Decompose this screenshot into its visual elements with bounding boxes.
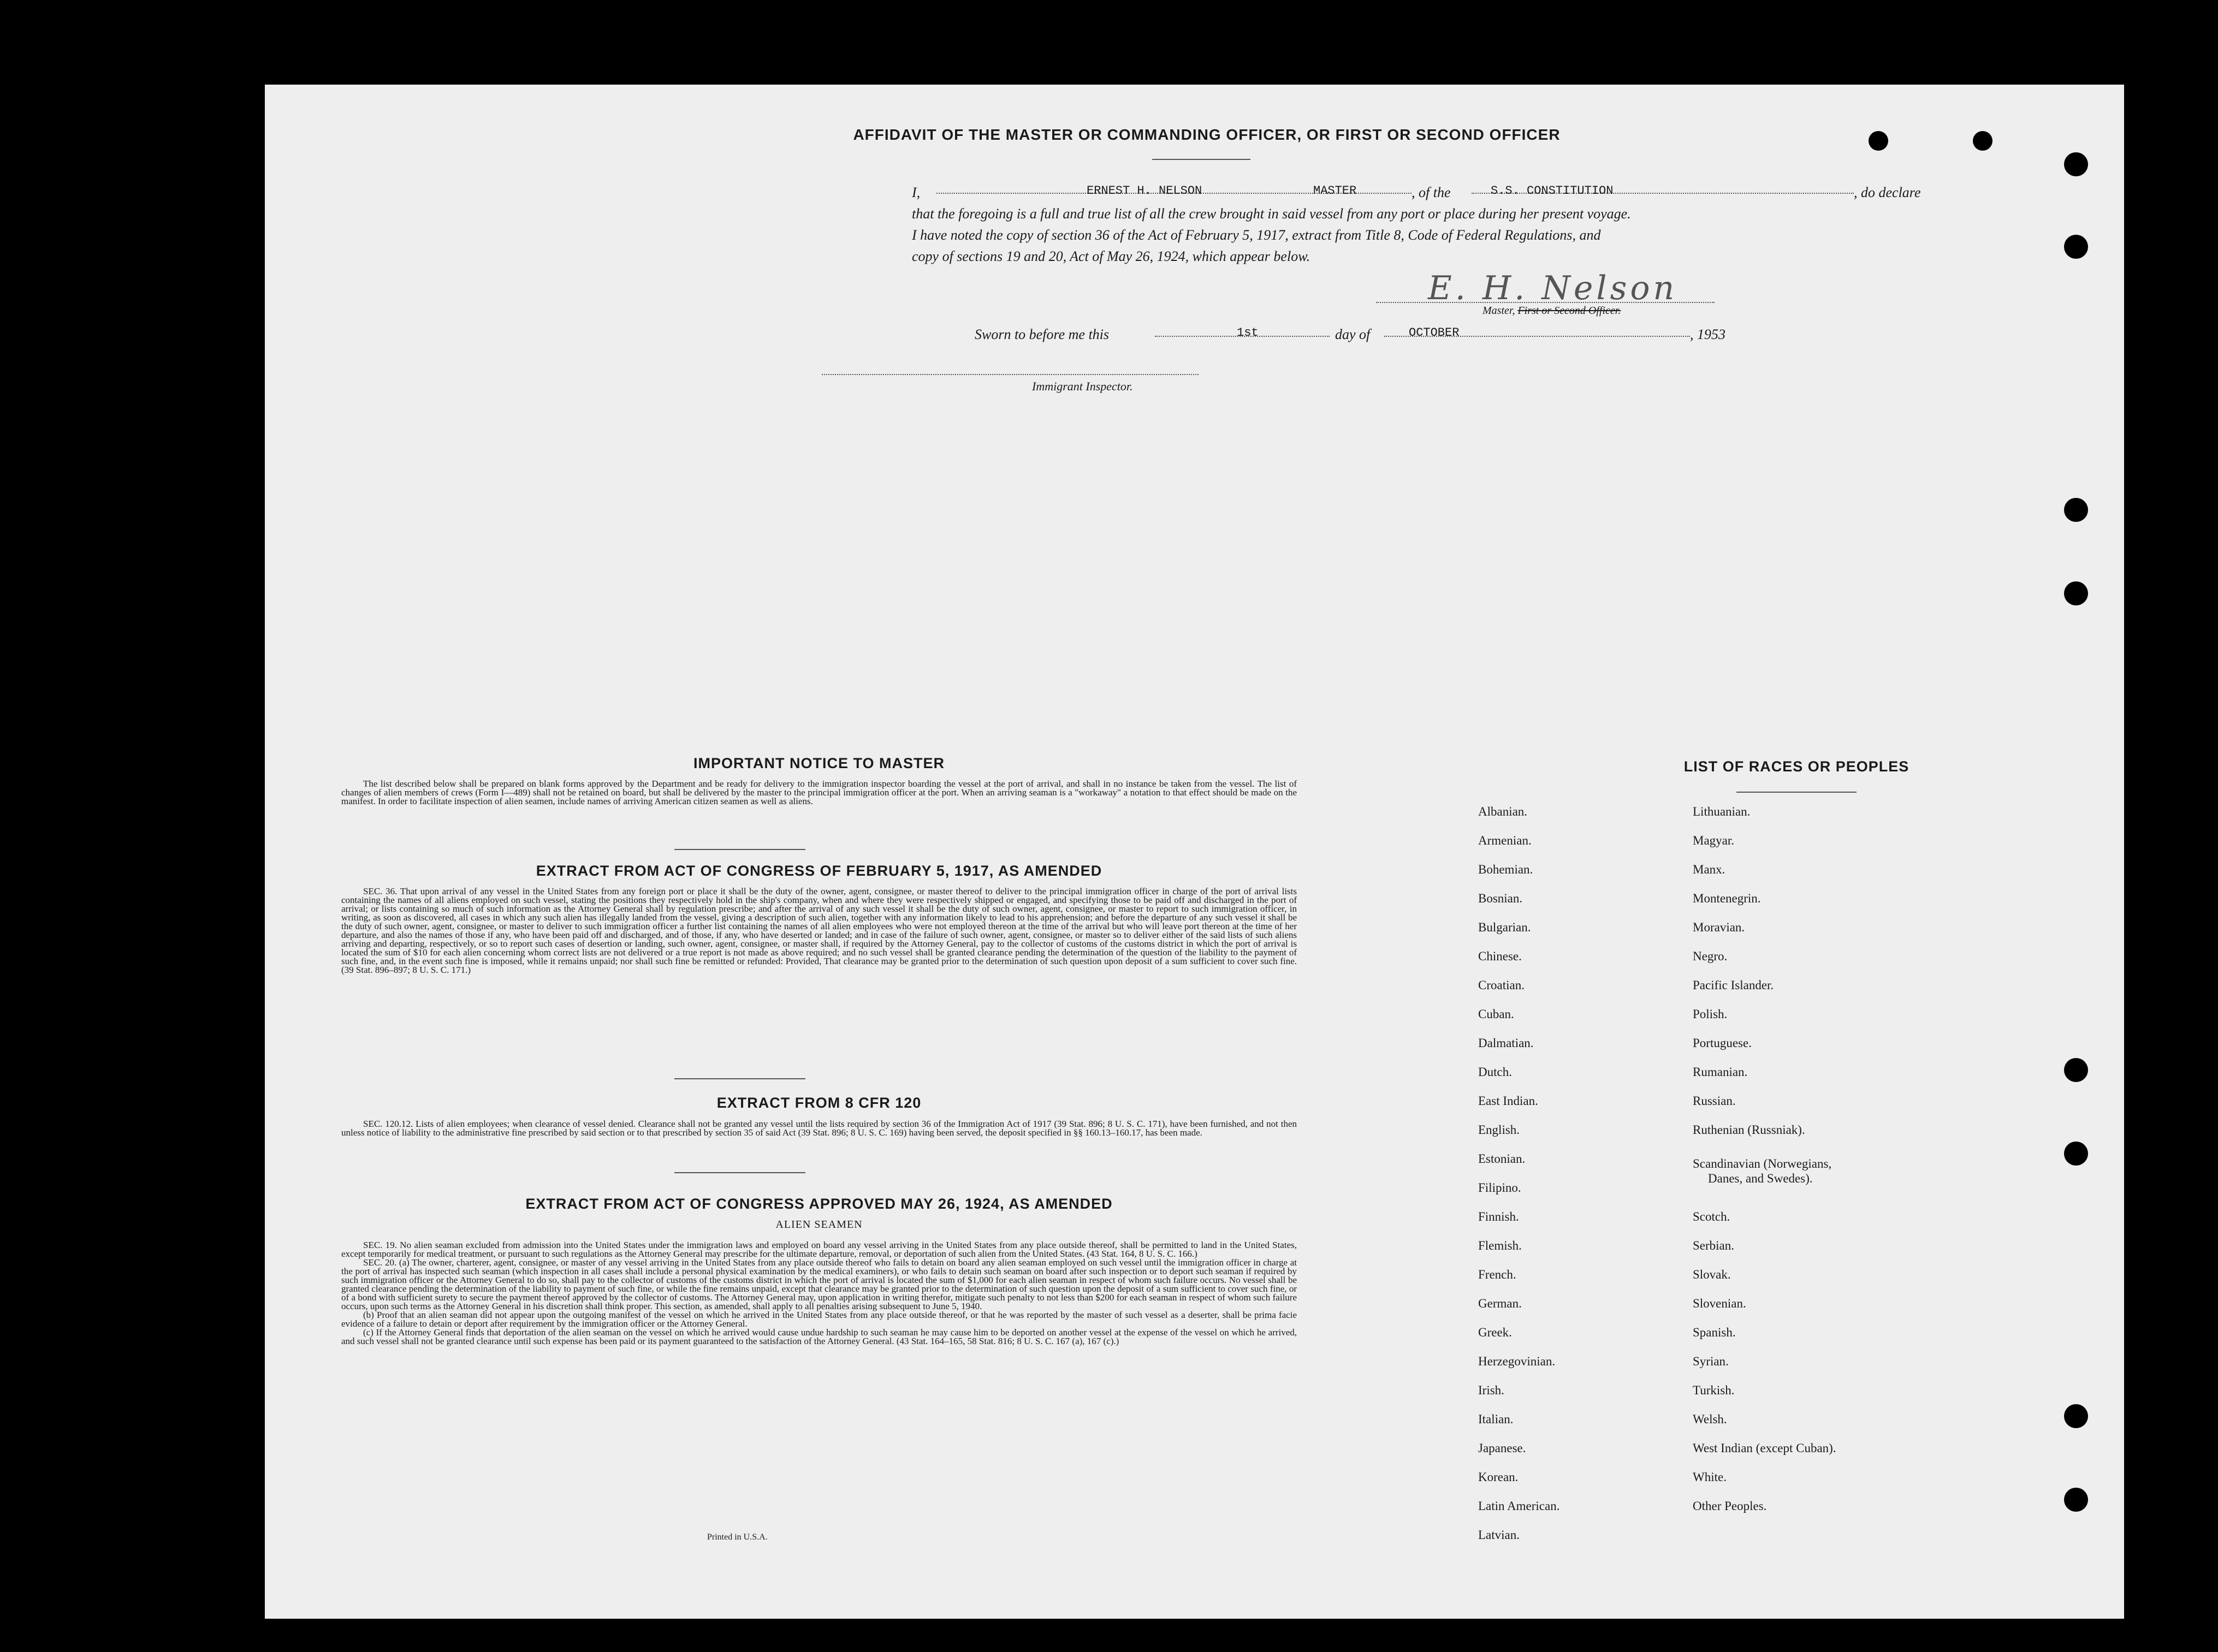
section-divider (674, 1172, 805, 1173)
race-item: Danes, and Swedes). (1708, 1172, 1813, 1185)
race-item: Slovak. (1693, 1268, 1731, 1281)
race-item: German. (1478, 1297, 1522, 1310)
race-item: Montenegrin. (1693, 892, 1761, 905)
race-item: Estonian. (1478, 1152, 1526, 1166)
binder-hole (2064, 152, 2088, 176)
printed-in-usa: Printed in U.S.A. (707, 1532, 768, 1542)
title-underline (1152, 159, 1250, 160)
document-sheet (265, 85, 2124, 1619)
binder-hole (1869, 131, 1888, 151)
affidavit-title: AFFIDAVIT OF THE MASTER OR COMMANDING OFFICER, OR FIRST OR SECOND OFFICER (853, 126, 1561, 143)
binder-hole (2064, 1404, 2088, 1428)
inspector-line (822, 374, 1199, 375)
signature: E. H. Nelson (1428, 269, 1678, 307)
do-declare-label: , do declare (1854, 185, 1921, 200)
race-item: Turkish. (1693, 1383, 1735, 1397)
extract-1924-title: EXTRACT FROM ACT OF CONGRESS APPROVED MAY 26, 1924, AS AMENDED (525, 1196, 1113, 1212)
affidavit-line4: copy of sections 19 and 20, Act of May 26, 1924, which appear below. (912, 248, 1310, 264)
master-caption: Master, (1482, 305, 1515, 317)
race-item: Manx. (1693, 863, 1725, 876)
race-item: Armenian. (1478, 834, 1532, 847)
race-item: French. (1478, 1268, 1516, 1281)
notice-text (341, 780, 1297, 806)
race-item: East Indian. (1478, 1094, 1538, 1108)
race-item: Croatian. (1478, 978, 1525, 992)
sworn-month[interactable]: OCTOBER (1409, 326, 1460, 340)
binder-hole (1973, 131, 1992, 151)
affidavit-line2: that the foregoing is a full and true list of all the crew brought in said vessel from any port or place during her present voyage. (912, 206, 1631, 222)
sworn-year: , 1953 (1690, 326, 1725, 342)
races-underline (1736, 792, 1857, 793)
notice-paragraph: The list described below shall be prepared on blank forms approved by the Department and be ready for delivery to the immigration inspector boarding the vessel at the port of arrival, and shall in no instance be taken from the vessel. The list of changes of alien members of crews (Form I—489) shall not be retained on board, but shall be delivered by the master to the principal immigration officer at the port. When an arriving seaman is a "workaway" a notation to that effect should be made on the manifest. In order to facilitate inspection of alien seamen, include names of arriving American citizen seamen as well as aliens. (341, 779, 1297, 806)
race-item: Portuguese. (1693, 1036, 1752, 1050)
master-name[interactable]: ERNEST H. NELSON (1087, 184, 1202, 198)
binder-hole (2064, 1488, 2088, 1512)
race-item: Bohemian. (1478, 863, 1533, 876)
race-item: Ruthenian (Russniak). (1693, 1123, 1805, 1137)
day-of-label: day of (1335, 326, 1371, 342)
alien-seamen-subtitle: ALIEN SEAMEN (775, 1219, 863, 1231)
master-rank[interactable]: MASTER (1313, 184, 1357, 198)
race-item: Magyar. (1693, 834, 1735, 847)
extract-1917-text (341, 887, 1297, 974)
race-item: Japanese. (1478, 1441, 1526, 1455)
race-item: Greek. (1478, 1326, 1512, 1339)
race-item: Serbian. (1693, 1239, 1735, 1252)
race-item: West Indian (except Cuban). (1693, 1441, 1836, 1455)
of-the-label: , of the (1412, 185, 1451, 200)
extract-1924-text (341, 1241, 1297, 1346)
race-item: Pacific Islander. (1693, 978, 1774, 992)
race-item: Scotch. (1693, 1210, 1730, 1223)
extract-8cfr-paragraph: SEC. 120.12. Lists of alien employees; when clearance of vessel denied. Clearance shall not be granted any vessel until the lists required by section 36 of the Immigration Act of 1917 (39 Stat. 896; 8 U. S. C. 171), have been furnished, and not then unless notice of liability to the administrative fine prescribed by said section or to that prescribed by section 35 of said Act (39 Stat. 896; 8 U. S. C. 169) having been served, the deposit specified in §§ 160.13–160.17, has been made. (341, 1119, 1297, 1138)
binder-hole (2064, 581, 2088, 605)
race-item: Moravian. (1693, 920, 1745, 934)
extract-1917-paragraph: SEC. 36. That upon arrival of any vessel in the United States from any foreign port or place it shall be the duty of the owner, agent, consignee, or master thereof to deliver to the principal immigration officer in charge of the port of arrival lists containing the names of all aliens employed on such vessel, stating the positions they respectively hold in the ship's company, when and where they were respectively shipped or engaged, and specifying those to be paid off and discharged in the port of arrival; or lists containing so much of such information as the Attorney General shall by regulation prescribe; and after the arrival of any such vessel it shall be the duty of such owner, agent, consignee, or master to report to such immigration officer, in writing, as soon as discovered, all cases in which any such alien has illegally landed from the vessel, giving a description of such alien, together with any information likely to lead to his apprehension; and before the departure of any such vessel it shall be the duty of such owner, agent, consignee, or master to deliver to such immigration officer a further list containing the names of all alien employees who were not employed thereon at the time of the arrival but who will leave port thereon at the time of her departure, and also the names of those if any, who have been paid off and discharged, and of those, if any, who have deserted or landed; and in case of the failure of such owner, agent, consignee, or master so to deliver either of the said lists of such aliens arriving and departing, respectively, or so to report such cases of desertion or landing, such owner, agent, consignee, or master shall, if required by the Attorney General, pay to the collector of customs of the customs district in which the port of arrival is located the sum of $10 for each alien concerning whom correct lists are not delivered or a true report is not made as above required; and no such vessel shall be granted clearance pending the determination of the question of the liability to the payment of such fine, and, in the event such fine is imposed, while it remains unpaid; nor shall such fine be remitted or refunded: Provided, That clearance may be granted prior to the determination of such question upon deposit of a sum sufficient to cover such fine. (39 Stat. 896–897; 8 U. S. C. 171.) (341, 886, 1297, 975)
sec-20b-paragraph: (b) Proof that an alien seaman did not appear upon the outgoing manifest of the vessel on which he arrived in the United States from any place outside thereof, or that he was reported by the master of such vessel as a deserter, shall be prima facie evidence of a failure to detain or deport after requirement by the immigration officer or the Attorney General. (341, 1310, 1297, 1329)
race-item: Latin American. (1478, 1499, 1560, 1513)
race-item: Negro. (1693, 949, 1728, 963)
notice-title: IMPORTANT NOTICE TO MASTER (693, 755, 945, 771)
race-item: Filipino. (1478, 1181, 1521, 1195)
race-item: Bosnian. (1478, 892, 1523, 905)
race-item: Albanian. (1478, 805, 1528, 818)
race-item: Latvian. (1478, 1528, 1520, 1542)
extract-1917-title: EXTRACT FROM ACT OF CONGRESS OF FEBRUARY 5, 1917, AS AMENDED (536, 863, 1102, 879)
race-item: Finnish. (1478, 1210, 1519, 1223)
vessel-name[interactable]: S.S. CONSTITUTION (1491, 184, 1614, 198)
race-item: Scandinavian (Norwegians, (1693, 1157, 1832, 1170)
race-item: Korean. (1478, 1470, 1519, 1484)
binder-hole (2064, 498, 2088, 522)
race-item: Welsh. (1693, 1412, 1727, 1426)
race-item: Rumanian. (1693, 1065, 1748, 1079)
binder-hole (2064, 235, 2088, 259)
race-item: English. (1478, 1123, 1520, 1137)
race-item: Slovenian. (1693, 1297, 1746, 1310)
races-title: LIST OF RACES OR PEOPLES (1683, 758, 1909, 775)
sworn-day[interactable]: 1st (1237, 326, 1259, 340)
affidavit-i: I, (912, 185, 921, 200)
affidavit-line3: I have noted the copy of section 36 of the Act of February 5, 1917, extract from Title 8, Code of Federal Regulations, and (912, 227, 1601, 243)
race-item: Dutch. (1478, 1065, 1512, 1079)
section-divider (674, 1078, 805, 1079)
race-item: Herzegovinian. (1478, 1354, 1556, 1368)
race-item: Cuban. (1478, 1007, 1514, 1021)
race-item: Polish. (1693, 1007, 1728, 1021)
section-divider (674, 849, 805, 850)
race-item: Dalmatian. (1478, 1036, 1534, 1050)
race-item: Other Peoples. (1693, 1499, 1767, 1513)
signature-caption (1482, 305, 1621, 317)
race-item: Spanish. (1693, 1326, 1736, 1339)
race-item: White. (1693, 1470, 1727, 1484)
extract-8cfr-title: EXTRACT FROM 8 CFR 120 (716, 1095, 922, 1111)
sec-20c-paragraph: (c) If the Attorney General finds that deportation of the alien seaman on the vessel on which he arrived would cause undue hardship to such seaman he may cause him to be deported on another vessel at the expense of the vessel on which he arrived, and such vessel shall not be granted clearance until such expense has been paid or its payment guaranteed to the satisfaction of the Attorney General. (43 Stat. 164–165, 58 Stat. 816; 8 U. S. C. 167 (a), 167 (c).) (341, 1327, 1297, 1346)
binder-hole (2064, 1058, 2088, 1082)
extract-8cfr-text (341, 1120, 1297, 1137)
race-item: Syrian. (1693, 1354, 1729, 1368)
race-item: Irish. (1478, 1383, 1504, 1397)
race-item: Chinese. (1478, 949, 1522, 963)
sec-19-paragraph: SEC. 19. No alien seaman excluded from admission into the United States under the immigration laws and employed on board any vessel arriving in the United States from any place outside thereof, shall be permitted to land in the United States, except temporarily for medical treatment, or pursuant to such regulations as the Attorney General may prescribe for the ultimate departure, removal, or deportation of such alien from the United States. (43 Stat. 164, 8 U. S. C. 166.) (341, 1240, 1297, 1259)
race-item: Flemish. (1478, 1239, 1522, 1252)
inspector-caption: Immigrant Inspector. (1032, 379, 1133, 393)
race-item: Bulgarian. (1478, 920, 1531, 934)
race-item: Italian. (1478, 1412, 1514, 1426)
sworn-label: Sworn to before me this (975, 326, 1110, 342)
race-item: Lithuanian. (1693, 805, 1751, 818)
struck-officer-caption: First or Second Officer. (1517, 305, 1621, 317)
sec-20a-paragraph: SEC. 20. (a) The owner, charterer, agent, consignee, or master of any vessel arriving in the United States from any place outside thereof who fails to detain on board any alien seaman employed on such vessel until the immigration officer in charge at the port of arrival has inspected such seaman (which inspection in all cases shall include a personal physical examination by the medical examiners), or who fails to detain such seaman on board after such inspection or to deport such seaman if required by such immigration officer or the Attorney General to do so, shall pay to the collector of customs of the customs district in which the port of arrival is located the sum of $1,000 for each alien seaman in respect of whom such failure occurs. No vessel shall be granted clearance pending the determination of the liability to payment of such fine, or while the fine remains unpaid, except that clearance may be granted prior to the determination of such question upon the deposit of a sum sufficient to cover such fine, or of a bond with sufficient surety to secure the payment thereof approved by the collector of customs. The Attorney General may, upon application in writing therefor, mitigate such penalty to not less than $200 for each seaman in respect of whom such failure occurs, upon such terms as the Attorney General in his discretion shall think proper. This section, as amended, shall apply to all penalties arising subsequent to June 5, 1940. (341, 1257, 1297, 1311)
race-item: Russian. (1693, 1094, 1736, 1108)
binder-hole (2064, 1142, 2088, 1166)
